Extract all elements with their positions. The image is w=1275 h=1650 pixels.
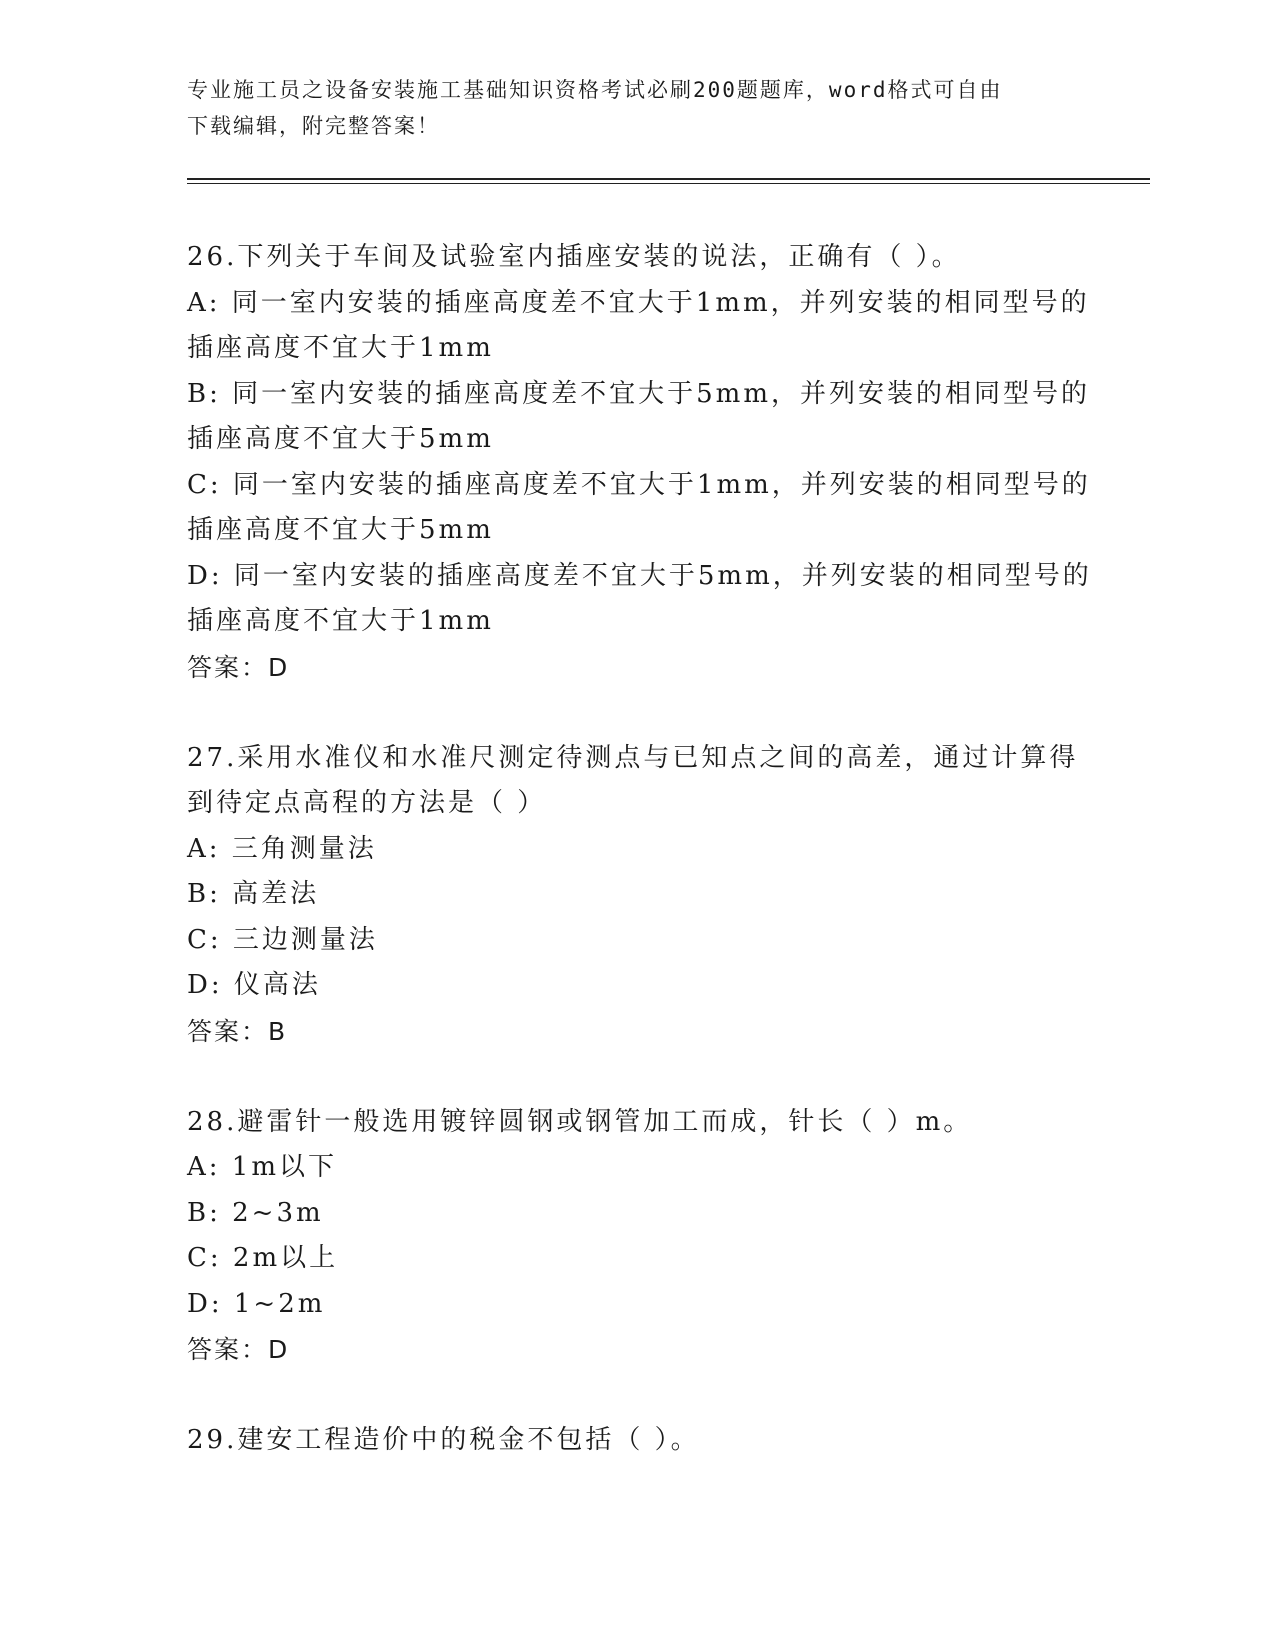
- option-line: 插座高度不宜大于1mm: [187, 333, 494, 363]
- question-spacer: [187, 690, 1087, 736]
- option-line: C: 三边测量法: [187, 924, 378, 955]
- option-line: B: 同一室内安装的插座高度差不宜大于5mm，并列安装的相同型号的: [187, 378, 1090, 409]
- option-line: D: 仪高法: [187, 970, 321, 1000]
- header-line: 专业施工员之设备安装施工基础知识资格考试必刷200题题库，word格式可自由: [187, 78, 1003, 102]
- question-stem: 到待定点高程的方法是（ ）: [187, 788, 547, 818]
- option-line: C: 同一室内安装的插座高度差不宜大于1mm，并列安装的相同型号的: [187, 469, 1091, 500]
- option-line: 插座高度不宜大于1mm: [187, 606, 494, 636]
- question-block: [187, 235, 1092, 690]
- option-line: B: 2~3m: [187, 1197, 324, 1228]
- question-stem: 29.建安工程造价中的税金不包括（ ）。: [187, 1425, 700, 1455]
- question-block: [187, 1100, 1087, 1373]
- answer-line: 答案：D: [187, 1335, 290, 1364]
- question-spacer: [187, 1054, 1087, 1100]
- header-divider: [187, 178, 1150, 180]
- option-line: 插座高度不宜大于5mm: [187, 424, 494, 454]
- answer-line: 答案：B: [187, 1016, 288, 1046]
- question-block: [187, 1418, 1087, 1464]
- option-line: D: 同一室内安装的插座高度差不宜大于5mm，并列安装的相同型号的: [187, 560, 1092, 591]
- question-stem: 28.避雷针一般选用镀锌圆钢或钢管加工而成，针长（ ）m。: [187, 1106, 973, 1137]
- question-stem: 26.下列关于车间及试验室内插座安装的说法，正确有（ ）。: [187, 242, 961, 272]
- question-stem: 27.采用水准仪和水准尺测定待测点与已知点之间的高差，通过计算得: [187, 742, 1079, 773]
- option-line: A: 三角测量法: [187, 833, 377, 864]
- question-spacer: [187, 1373, 1087, 1419]
- option-line: A: 1m以下: [187, 1152, 337, 1182]
- option-line: B: 高差法: [187, 879, 320, 909]
- answer-line: 答案：D: [187, 652, 290, 682]
- option-line: A: 同一室内安装的插座高度差不宜大于1mm，并列安装的相同型号的: [187, 287, 1090, 318]
- question-list: [187, 235, 1092, 1464]
- document-header: [187, 72, 1087, 144]
- option-line: D: 1~2m: [187, 1288, 326, 1319]
- header-divider-thin: [187, 183, 1150, 184]
- option-line: 插座高度不宜大于5mm: [187, 515, 494, 545]
- header-line: 下载编辑，附完整答案！: [187, 114, 440, 138]
- option-line: C: 2m以上: [187, 1243, 339, 1273]
- question-block: [187, 736, 1087, 1055]
